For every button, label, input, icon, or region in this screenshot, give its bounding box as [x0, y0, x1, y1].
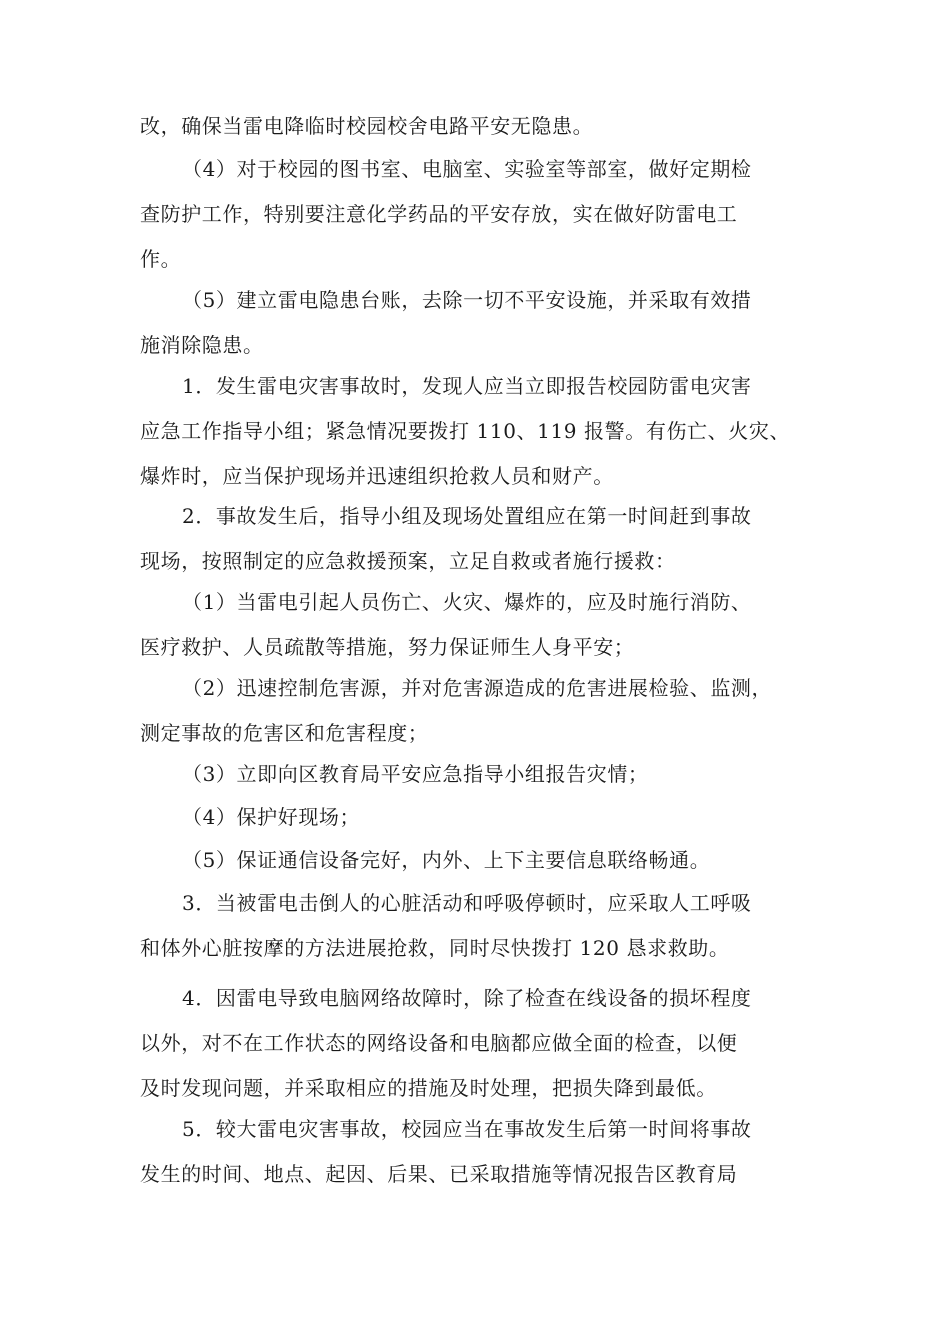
paragraph-9 [140, 795, 820, 840]
text-line: 爆炸时，应当保护现场并迅速组织抢救人员和财产。 [140, 464, 614, 488]
text-line: 及时发现问题，并采取相应的措施及时处理，把损失降到最低。 [140, 1076, 717, 1100]
text-line: 施消除隐患。 [140, 333, 264, 357]
paragraph-12 [140, 976, 820, 1111]
text-line: 医疗救护、人员疏散等措施，努力保证师生人身平安； [140, 635, 635, 659]
text-line: 以外，对不在工作状态的网络设备和电脑都应做全面的检查，以便 [140, 1031, 738, 1055]
text-line: 作。 [140, 247, 182, 271]
text-line: （5）建立雷电隐患台账，去除一切不平安设施，并采取有效措 [182, 288, 752, 312]
paragraph-5 [140, 494, 820, 584]
paragraph-6 [140, 580, 820, 670]
paragraph-10 [140, 838, 820, 883]
text-line: 和体外心脏按摩的方法进展抢救，同时尽快拨打 120 恳求救助。 [140, 936, 730, 960]
paragraph-11 [140, 881, 820, 971]
text-line: 3．当被雷电击倒人的心脏活动和呼吸停顿时，应采取人工呼吸 [182, 891, 752, 915]
paragraph-4 [140, 364, 820, 499]
text-line: 查防护工作，特别要注意化学药品的平安存放，实在做好防雷电工 [140, 202, 738, 226]
text-line: 1．发生雷电灾害事故时，发现人应当立即报告校园防雷电灾害 [182, 374, 752, 398]
paragraph-8 [140, 752, 820, 797]
paragraph-7 [140, 666, 820, 756]
text-line: 5．较大雷电灾害事故，校园应当在事故发生后第一时间将事故 [182, 1117, 752, 1141]
paragraph-3 [140, 278, 820, 368]
text-line: 改，确保当雷电降临时校园校舍电路平安无隐患。 [140, 114, 594, 138]
text-line: （2）迅速控制危害源，并对危害源造成的危害进展检验、监测， [182, 676, 773, 700]
text-line: 现场，按照制定的应急救援预案，立足自救或者施行援救： [140, 549, 676, 573]
text-line: （5）保证通信设备完好，内外、上下主要信息联络畅通。 [182, 848, 711, 872]
text-line: （4）对于校园的图书室、电脑室、实验室等部室，做好定期检 [182, 157, 752, 181]
text-line: 应急工作指导小组；紧急情况要拨打 110、119 报警。有伤亡、火灾、 [140, 419, 791, 443]
paragraph-13 [140, 1107, 820, 1197]
text-line: （1）当雷电引起人员伤亡、火灾、爆炸的，应及时施行消防、 [182, 590, 752, 614]
text-line: （3）立即向区教育局平安应急指导小组报告灾情； [182, 762, 649, 786]
text-line: （4）保护好现场； [182, 805, 361, 829]
text-line: 4．因雷电导致电脑网络故障时，除了检查在线设备的损坏程度 [182, 986, 752, 1010]
text-line: 测定事故的危害区和危害程度； [140, 721, 429, 745]
text-line: 发生的时间、地点、起因、后果、已采取措施等情况报告区教育局 [140, 1162, 738, 1186]
paragraph-1 [140, 104, 820, 149]
paragraph-2 [140, 147, 820, 282]
text-line: 2．事故发生后，指导小组及现场处置组应在第一时间赶到事故 [182, 504, 752, 528]
